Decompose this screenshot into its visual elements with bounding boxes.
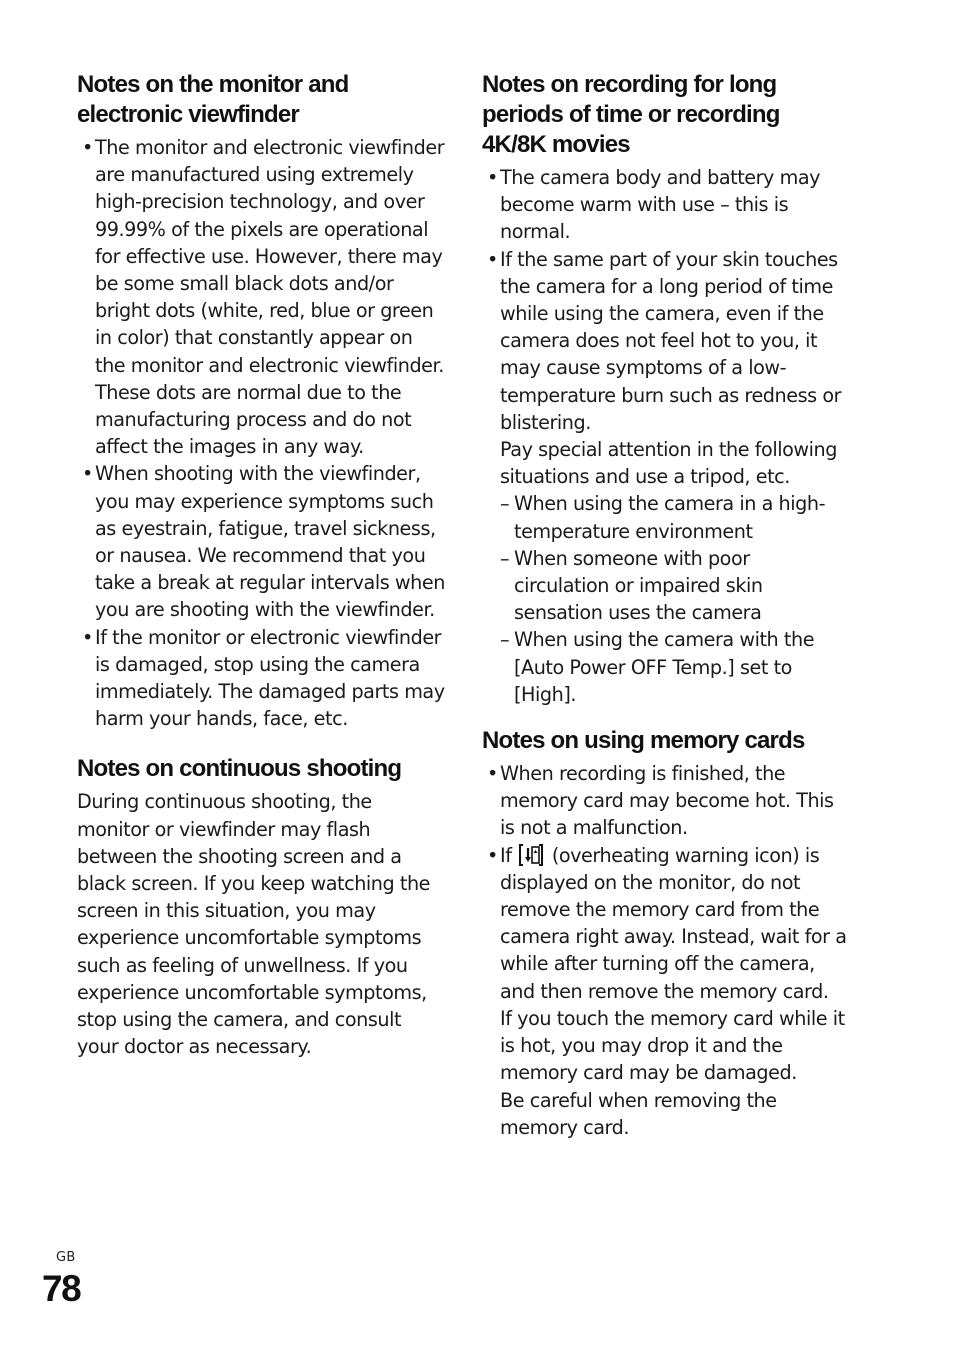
list-item-text: If the same part of your skin touches the camera for a long period of time while using the camera, even if the camera does not feel hot to you, it may cause symptoms of a low-temperature burn such as redness or blistering. <box>500 247 842 434</box>
situations-list <box>500 490 848 708</box>
list-item: • When shooting with the viewfinder, you may experience symptoms such as eyestrain, fatigue, travel sickness, or nausea. We recommend that you take a break at regular intervals when you are shooting with the viewfinder. <box>77 460 445 623</box>
continuous-shooting-heading: Notes on continuous shooting <box>77 755 402 783</box>
right-column <box>482 70 848 1163</box>
list-item-extra: Pay special attention in the following situations and use a tripod, etc. <box>500 438 837 489</box>
long-recording-list <box>482 164 848 708</box>
dash-item: – When using the camera in a high-temperature environment <box>500 490 848 544</box>
monitor-notes-section <box>77 70 445 732</box>
dash-item: – When someone with poor circulation or impaired skin sensation uses the camera <box>500 545 848 627</box>
list-item-prefix: If <box>500 843 512 867</box>
overheating-warning-icon <box>518 844 544 866</box>
list-item-extra: Be careful when removing the memory card. <box>500 1088 777 1139</box>
dash-item: – When using the camera with the [Auto Power OFF Temp.] set to [High]. <box>500 626 848 708</box>
long-recording-section <box>482 70 848 708</box>
monitor-notes-list <box>77 134 445 732</box>
list-item-extra: If you touch the memory card while it is hot, you may drop it and the memory card may be damaged. <box>500 1006 845 1085</box>
long-recording-heading: Notes on recording for long periods of time or recording 4K/8K movies <box>482 71 780 158</box>
list-item: • The monitor and electronic viewfinder are manufactured using extremely high-precision technology, and over 99.99% of the pixels are operational for effective use. However, there may be some small black dots and/or bright dots (white, red, blue or green in color) that constantly appear on the monitor and electronic viewfinder. These dots are normal due to the manufacturing process and do not affect the images in any way. <box>77 134 445 460</box>
memory-card-list <box>482 760 848 1141</box>
region-code: GB <box>56 1250 76 1265</box>
continuous-shooting-section <box>77 754 445 1060</box>
list-item: • When recording is finished, the memory card may become hot. This is not a malfunction. <box>482 760 848 842</box>
list-item: • If the monitor or electronic viewfinder is damaged, stop using the camera immediately. The damaged parts may harm your hands, face, etc. <box>77 624 445 733</box>
list-item <box>482 842 848 1141</box>
memory-card-section <box>482 726 848 1141</box>
left-column <box>77 70 445 1083</box>
list-item-text: (overheating warning icon) is displayed on the monitor, do not remove the memory card from the camera right away. Instead, wait for a while after turning off the camera, and then remove the memory card. <box>500 843 847 1003</box>
continuous-shooting-body: During continuous shooting, the monitor or viewfinder may flash between the shooting screen and a black screen. If you keep watching the screen in this situation, you may experience uncomfortable symptoms such as feeling of unwellness. If you experience uncomfortable symptoms, stop using the camera, and consult your doctor as necessary. <box>77 790 431 1059</box>
memory-card-heading: Notes on using memory cards <box>482 727 805 755</box>
monitor-notes-heading: Notes on the monitor and electronic viewfinder <box>77 71 349 128</box>
list-item: • The camera body and battery may become warm with use – this is normal. <box>482 164 848 246</box>
page-number: 78 <box>42 1268 81 1309</box>
list-item <box>482 246 848 708</box>
